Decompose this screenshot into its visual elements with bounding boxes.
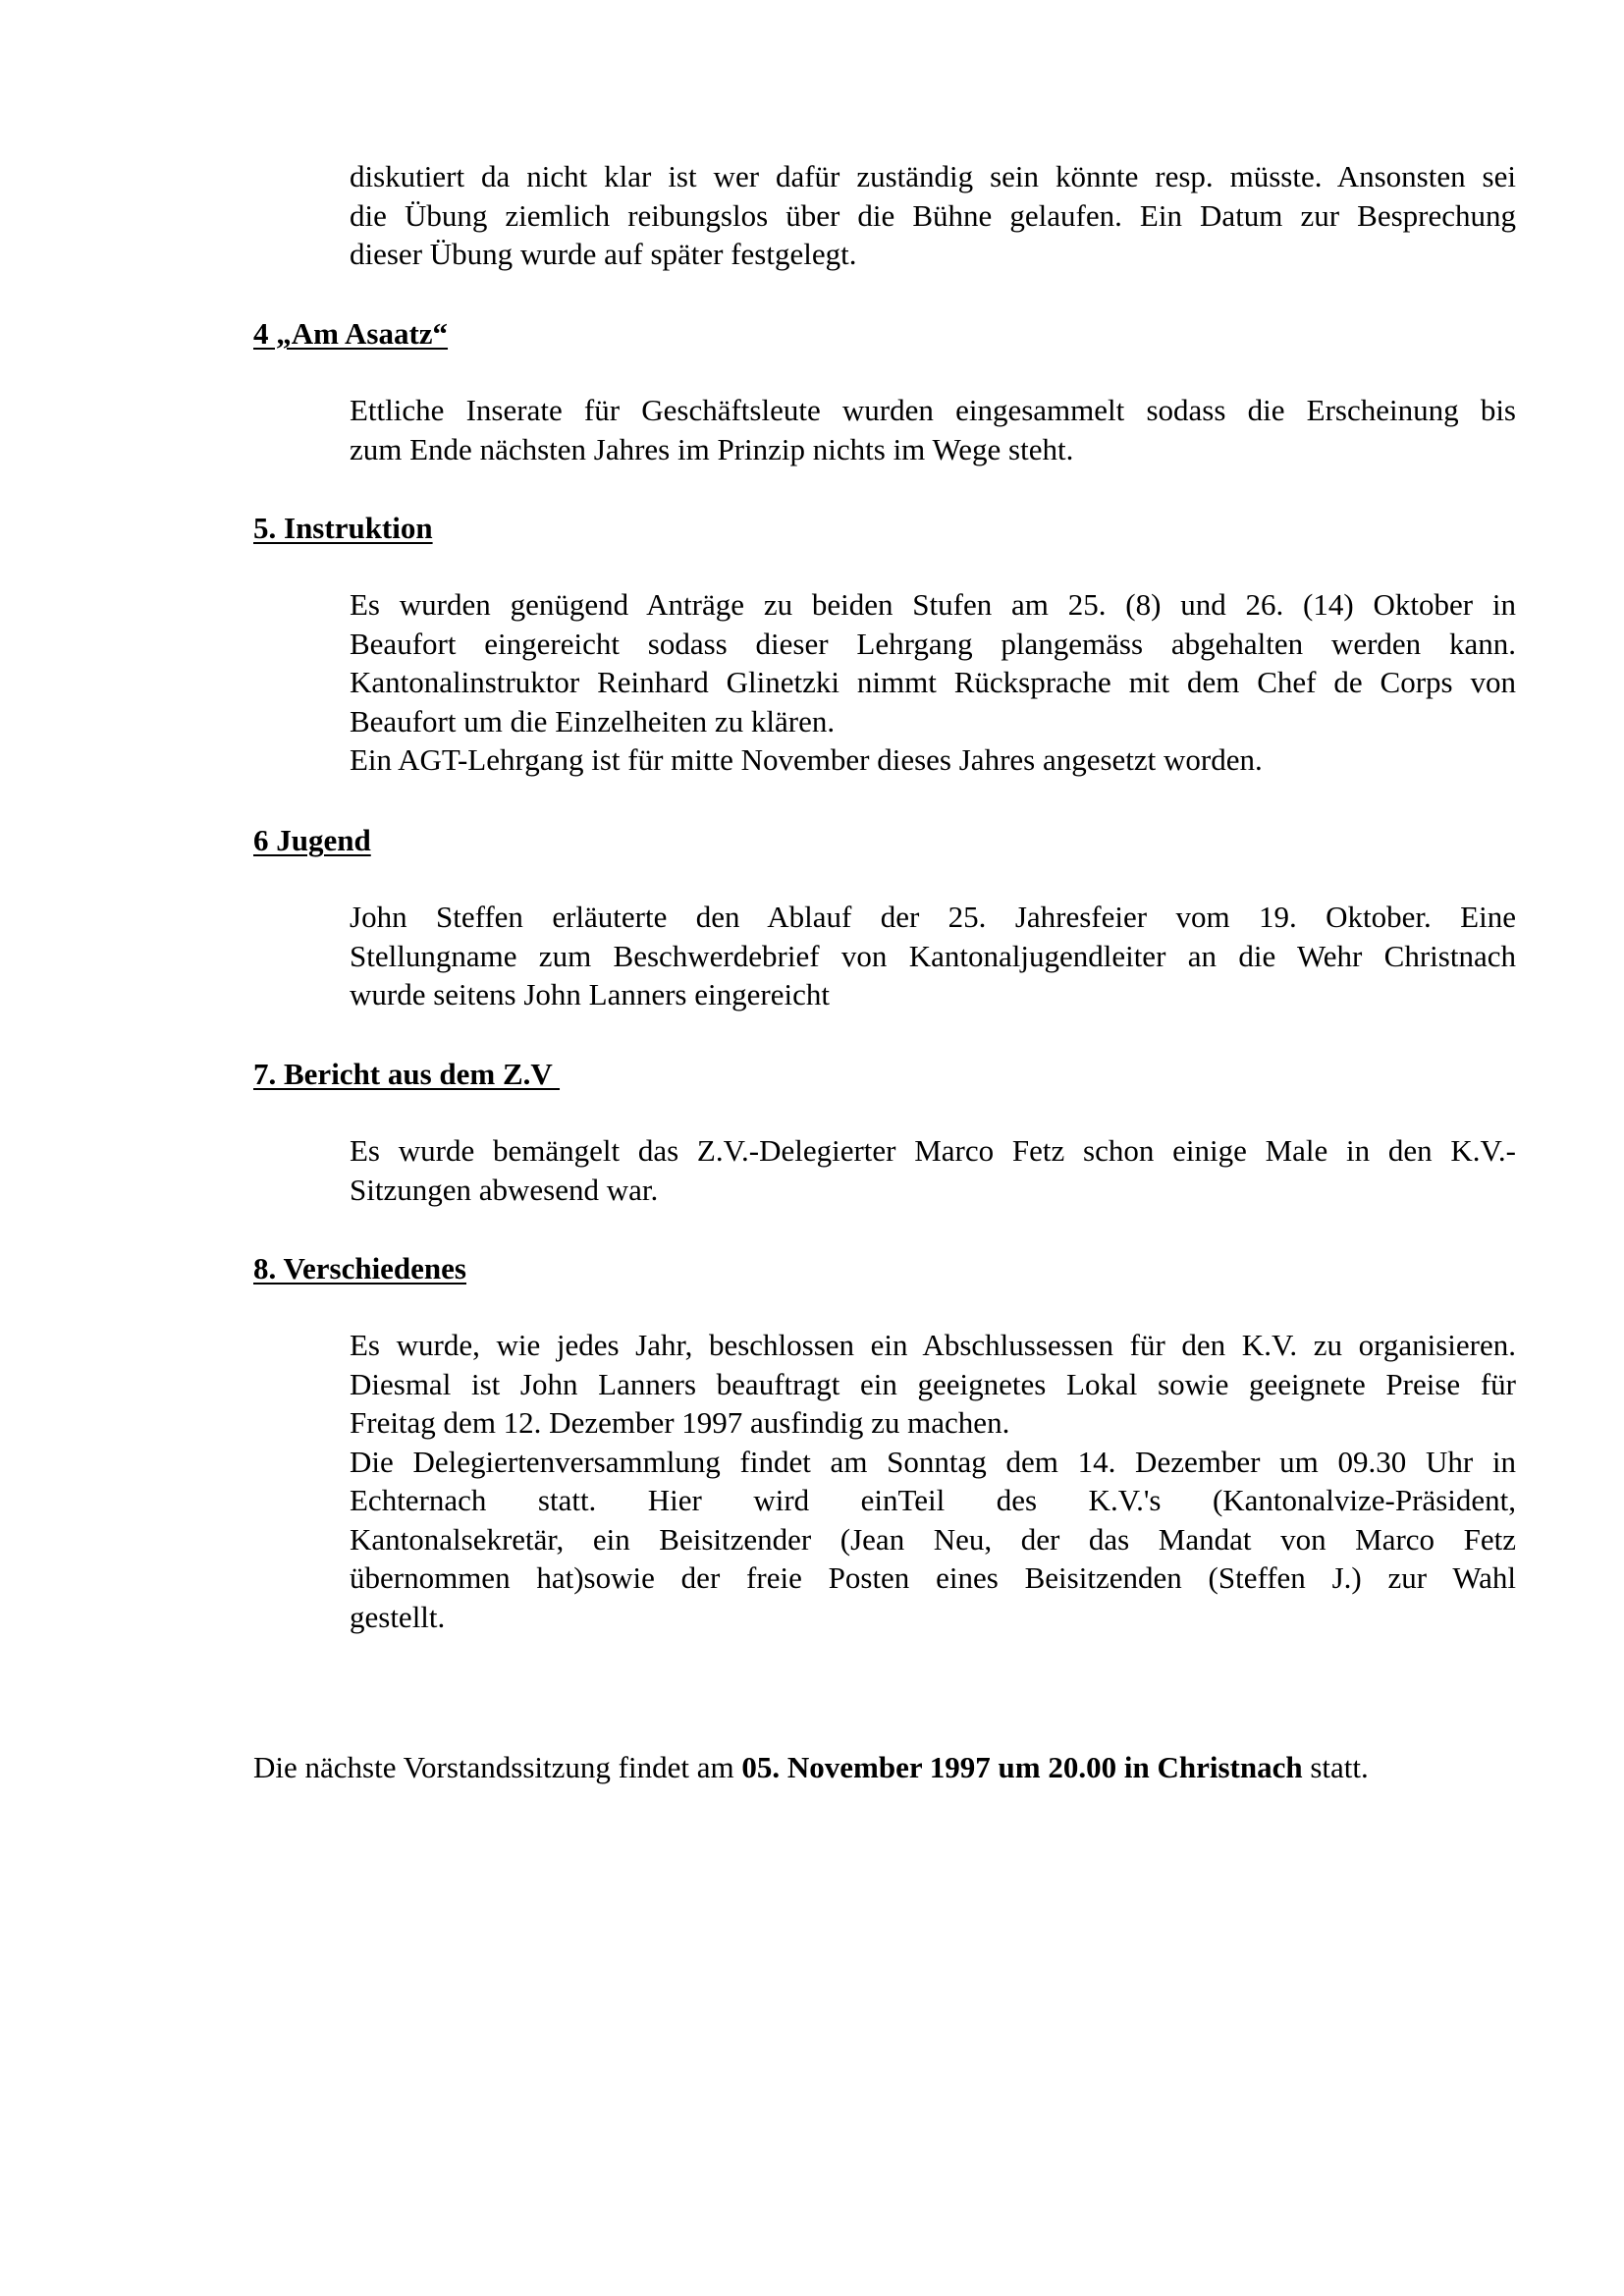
text-line: wurde seitens John Lanners eingereicht xyxy=(350,977,830,1011)
text-line: diskutiert da nicht klar ist wer dafür zuständig sein könnte resp. müsste. Ansonsten sei xyxy=(350,159,1516,193)
text-line: Echternach statt. Hier wird einTeil des K.V.'s (Kantonalvize-Präsident, xyxy=(350,1483,1516,1517)
text-line: Es wurde bemängelt das Z.V.-Delegierter Marco Fetz schon einige Male in den K.V.- xyxy=(350,1133,1516,1168)
text-line: Sitzungen abwesend war. xyxy=(350,1172,659,1207)
section-heading-jugend: 6 Jugend xyxy=(253,823,371,857)
next-meeting-note xyxy=(253,1748,1369,1787)
text-line: Kantonalinstruktor Reinhard Glinetzki nimmt Rücksprache mit dem Chef de Corps von xyxy=(350,665,1516,699)
text-line: John Steffen erläuterte den Ablauf der 25. Jahresfeier vom 19. Oktober. Eine xyxy=(350,900,1516,934)
text-line: gestellt. xyxy=(350,1599,446,1634)
text-line: Stellungname zum Beschwerdebrief von Kantonaljugendleiter an die Wehr Christnach xyxy=(350,938,1516,973)
section-paragraph-bericht-zv xyxy=(350,1131,1516,1209)
text-line: Kantonalsekretär, ein Beisitzender (Jean Neu, der das Mandat von Marco Fetz xyxy=(350,1521,1516,1557)
section-paragraph-jugend xyxy=(350,898,1516,1014)
next-meeting-suffix: statt. xyxy=(1302,1750,1369,1784)
section-heading-am-asaatz: 4 „Am Asaatz“ xyxy=(253,316,449,351)
section-paragraph-instruktion xyxy=(350,585,1516,780)
section-heading-verschiedenes: 8. Verschiedenes xyxy=(253,1251,466,1285)
text-line: Die Delegiertenversammlung findet am Sonntag dem 14. Dezember um 09.30 Uhr in xyxy=(350,1444,1516,1479)
section-heading-instruktion: 5. Instruktion xyxy=(253,511,433,545)
section-paragraph-verschiedenes xyxy=(350,1326,1516,1636)
text-line: Es wurden genügend Anträge zu beiden Stufen am 25. (8) und 26. (14) Oktober in xyxy=(350,587,1516,622)
text-line: Freitag dem 12. Dezember 1997 ausfindig zu machen. xyxy=(350,1405,1010,1440)
section-heading-bericht-zv: 7. Bericht aus dem Z.V xyxy=(253,1057,561,1091)
next-meeting-prefix: Die nächste Vorstandssitzung findet am xyxy=(253,1750,742,1784)
text-line: zum Ende nächsten Jahres im Prinzip nichts im Wege steht. xyxy=(350,431,1074,466)
intro-paragraph xyxy=(350,157,1516,274)
text-line: Beaufort eingereicht sodass dieser Lehrgang plangemäss abgehalten werden kann. xyxy=(350,626,1516,661)
next-meeting-date-location: 05. November 1997 um 20.00 in Christnach xyxy=(741,1750,1303,1784)
text-line: Es wurde, wie jedes Jahr, beschlossen ein Abschlussessen für den K.V. zu organisieren. xyxy=(350,1328,1516,1362)
text-line: Ein AGT-Lehrgang ist für mitte November dieses Jahres angesetzt worden. xyxy=(350,742,1263,777)
text-line: übernommen hat)sowie der freie Posten eines Beisitzenden (Steffen J.) zur Wahl xyxy=(350,1560,1516,1595)
text-line: die Übung ziemlich reibungslos über die Bühne gelaufen. Ein Datum zur Besprechung xyxy=(350,197,1516,233)
text-line: Beaufort um die Einzelheiten zu klären. xyxy=(350,703,836,738)
section-paragraph-am-asaatz xyxy=(350,391,1516,468)
text-line: Diesmal ist John Lanners beauftragt ein geeignetes Lokal sowie geeignete Preise für xyxy=(350,1366,1516,1401)
text-line: dieser Übung wurde auf später festgelegt. xyxy=(350,237,857,271)
text-line: Ettliche Inserate für Geschäftsleute wurden eingesammelt sodass die Erscheinung bis xyxy=(350,393,1516,427)
